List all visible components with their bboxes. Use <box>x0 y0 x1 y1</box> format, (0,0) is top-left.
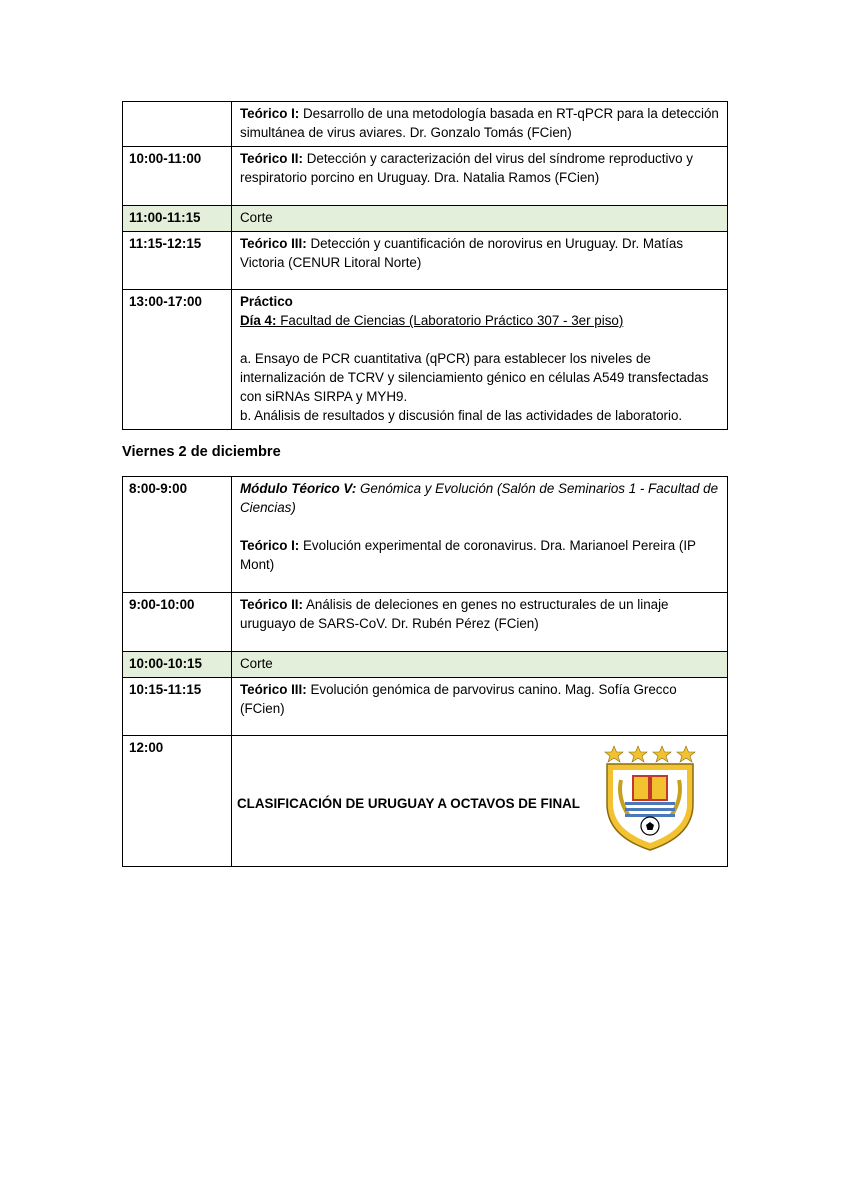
session-cell <box>232 477 728 593</box>
time-cell <box>123 102 232 147</box>
time-cell: 8:00-9:00 <box>123 477 232 593</box>
table-row <box>123 102 728 147</box>
session-cell <box>232 593 728 652</box>
session-text: Análisis de deleciones en genes no estructurales de un linaje uruguayo de SARS-CoV. Dr. Rubén Pérez (FCien) <box>240 597 669 631</box>
time-cell: 13:00-17:00 <box>123 290 232 430</box>
day-heading: Viernes 2 de diciembre <box>122 444 281 460</box>
session-cell <box>232 678 728 736</box>
time-cell: 11:15-12:15 <box>123 232 232 290</box>
auf-crest-logo <box>603 742 697 852</box>
break-label: Corte <box>232 652 728 678</box>
time-cell: 10:00-11:00 <box>123 147 232 206</box>
module-heading <box>240 479 721 517</box>
schedule-table-thursday <box>122 101 728 430</box>
qualification-text: CLASIFICACIÓN DE URUGUAY A OCTAVOS DE FINAL <box>237 796 580 811</box>
session-title: Teórico III: <box>240 682 307 697</box>
table-row <box>123 477 728 593</box>
practical-item-b: b. Análisis de resultados y discusión final de las actividades de laboratorio. <box>240 408 683 423</box>
table-row <box>123 147 728 206</box>
module-text: Genómica y Evolución (Salón de Seminarios 1 - Facultad de Ciencias) <box>240 481 719 515</box>
session-title: Teórico I: <box>240 106 300 121</box>
session-text: Detección y cuantificación de norovirus en Uruguay. Dr. Matías Victoria (CENUR Litoral Norte) <box>240 236 684 270</box>
session-cell <box>232 736 728 867</box>
table-row <box>123 678 728 736</box>
time-cell: 12:00 <box>123 736 232 867</box>
session-text: Desarrollo de una metodología basada en RT-qPCR para la detección simultánea de virus aviares. Dr. Gonzalo Tomás (FCien) <box>240 106 719 140</box>
session-cell <box>232 290 728 430</box>
session-title: Teórico II: <box>240 597 303 612</box>
session-cell <box>232 232 728 290</box>
schedule-table-friday <box>122 476 728 867</box>
table-row <box>123 290 728 430</box>
day-location: Facultad de Ciencias (Laboratorio Práctico 307 - 3er piso) <box>276 313 624 328</box>
session-title: Teórico III: <box>240 236 307 251</box>
module-title: Módulo Téorico V: <box>240 481 357 496</box>
session-text: Evolución experimental de coronavirus. Dra. Marianoel Pereira (IP Mont) <box>240 538 696 572</box>
table-row <box>123 736 728 867</box>
session-text: Detección y caracterización del virus del síndrome reproductivo y respiratorio porcino en Uruguay. Dra. Natalia Ramos (FCien) <box>240 151 693 185</box>
table-row <box>123 232 728 290</box>
session-title: Teórico II: <box>240 151 303 166</box>
session-cell <box>232 102 728 147</box>
break-label: Corte <box>232 206 728 232</box>
time-cell: 10:00-10:15 <box>123 652 232 678</box>
time-cell: 9:00-10:00 <box>123 593 232 652</box>
day-label: Día 4: <box>240 313 277 328</box>
time-cell: 10:15-11:15 <box>123 678 232 736</box>
session-cell <box>232 147 728 206</box>
practical-location <box>240 311 721 330</box>
break-row <box>123 652 728 678</box>
session-text: Evolución genómica de parvovirus canino. Mag. Sofía Grecco (FCien) <box>240 682 677 716</box>
session-title: Teórico I: <box>240 538 300 553</box>
session-line <box>240 536 721 574</box>
time-cell: 11:00-11:15 <box>123 206 232 232</box>
table-row <box>123 593 728 652</box>
practical-title: Práctico <box>240 294 293 309</box>
practical-item-a: a. Ensayo de PCR cuantitativa (qPCR) para establecer los niveles de internalización de TCRV y silenciamiento génico en células A549 transfectadas con siRNAs SIRPA y MYH9. <box>240 351 709 404</box>
break-row <box>123 206 728 232</box>
